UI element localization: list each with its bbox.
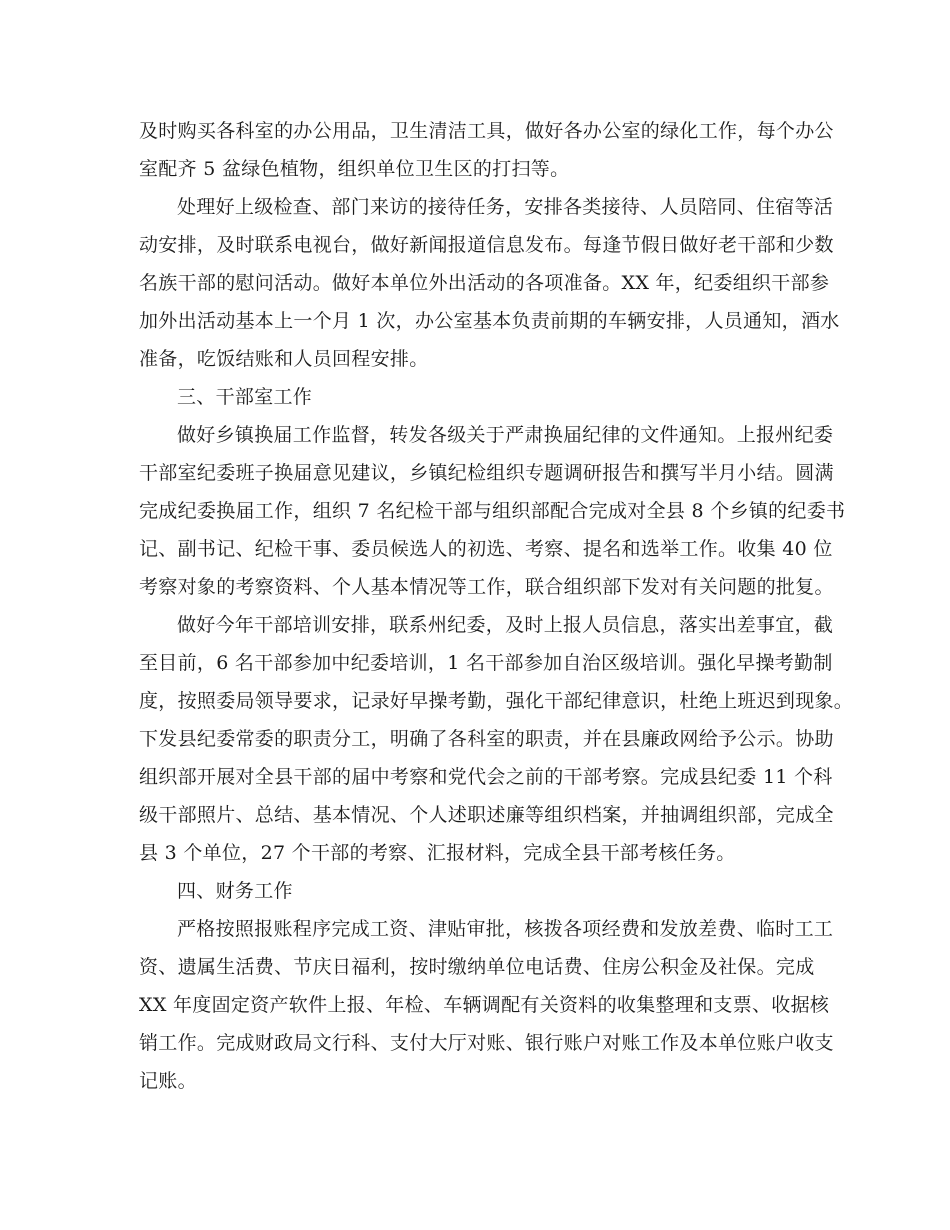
paragraph-line: 做好今年干部培训安排，联系州纪委，及时上报人员信息，落实出差事宜，截 (177, 614, 834, 636)
section-heading: 三、干部室工作 (177, 386, 313, 408)
paragraph-line: 及时购买各科室的办公用品，卫生清洁工具，做好各办公室的绿化工作，每个办公 (139, 120, 834, 142)
paragraph-line: 完成纪委换届工作，组织 7 名纪检干部与组织部配合完成对全县 8 个乡镇的纪委书 (139, 500, 846, 522)
paragraph-line: 至目前，6 名干部参加中纪委培训，1 名干部参加自治区级培训。强化早操考勤制 (139, 652, 833, 674)
paragraph-line: 组织部开展对全县干部的届中考察和党代会之前的干部考察。完成县纪委 11 个科 (139, 766, 833, 788)
document-body (139, 112, 854, 1100)
paragraph-line: 销工作。完成财政局文行科、支付大厅对账、银行账户对账工作及本单位账户收支 (139, 1032, 834, 1054)
paragraph-line: 记、副书记、纪检干事、委员候选人的初选、考察、提名和选举工作。收集 40 位 (139, 538, 833, 560)
paragraph-line: 名族干部的慰问活动。做好本单位外出活动的各项准备。XX 年，纪委组织干部参 (139, 272, 830, 294)
paragraph-line: 资、遗属生活费、节庆日福利，按时缴纳单位电话费、住房公积金及社保。完成 (139, 956, 815, 978)
paragraph-line: 准备，吃饭结账和人员回程安排。 (139, 348, 429, 370)
paragraph-line: 干部室纪委班子换届意见建议，乡镇纪检组织专题调研报告和撰写半月小结。圆满 (139, 462, 834, 484)
paragraph-line: 下发县纪委常委的职责分工，明确了各科室的职责，并在县廉政网给予公示。协助 (139, 728, 834, 750)
paragraph-line: 动安排，及时联系电视台，做好新闻报道信息发布。每逢节假日做好老干部和少数 (139, 234, 834, 256)
paragraph-line: 考察对象的考察资料、个人基本情况等工作，联合组织部下发对有关问题的批复。 (139, 576, 834, 598)
paragraph-line: 记账。 (139, 1070, 197, 1092)
paragraph-line: 室配齐 5 盆绿色植物，组织单位卫生区的打扫等。 (139, 158, 570, 180)
paragraph-line: 加外出活动基本上一个月 1 次，办公室基本负责前期的车辆安排，人员通知，酒水 (139, 310, 840, 332)
paragraph-line: 度，按照委局领导要求，记录好早操考勤，强化干部纪律意识，杜绝上班迟到现象。 (139, 690, 854, 712)
paragraph-line: 做好乡镇换届工作监督，转发各级关于严肃换届纪律的文件通知。上报州纪委 (177, 424, 834, 446)
paragraph-line: 级干部照片、总结、基本情况、个人述职述廉等组织档案，并抽调组织部，完成全 (139, 804, 834, 826)
paragraph-line: 县 3 个单位，27 个干部的考察、汇报材料，完成全县干部考核任务。 (139, 842, 736, 864)
paragraph-line: XX 年度固定资产软件上报、年检、车辆调配有关资料的收集整理和支票、收据核 (139, 994, 830, 1016)
paragraph-line: 严格按照报账程序完成工资、津贴审批，核拨各项经费和发放差费、临时工工 (177, 918, 834, 940)
section-heading: 四、财务工作 (177, 880, 293, 902)
paragraph-line: 处理好上级检查、部门来访的接待任务，安排各类接待、人员陪同、住宿等活 (177, 196, 834, 218)
